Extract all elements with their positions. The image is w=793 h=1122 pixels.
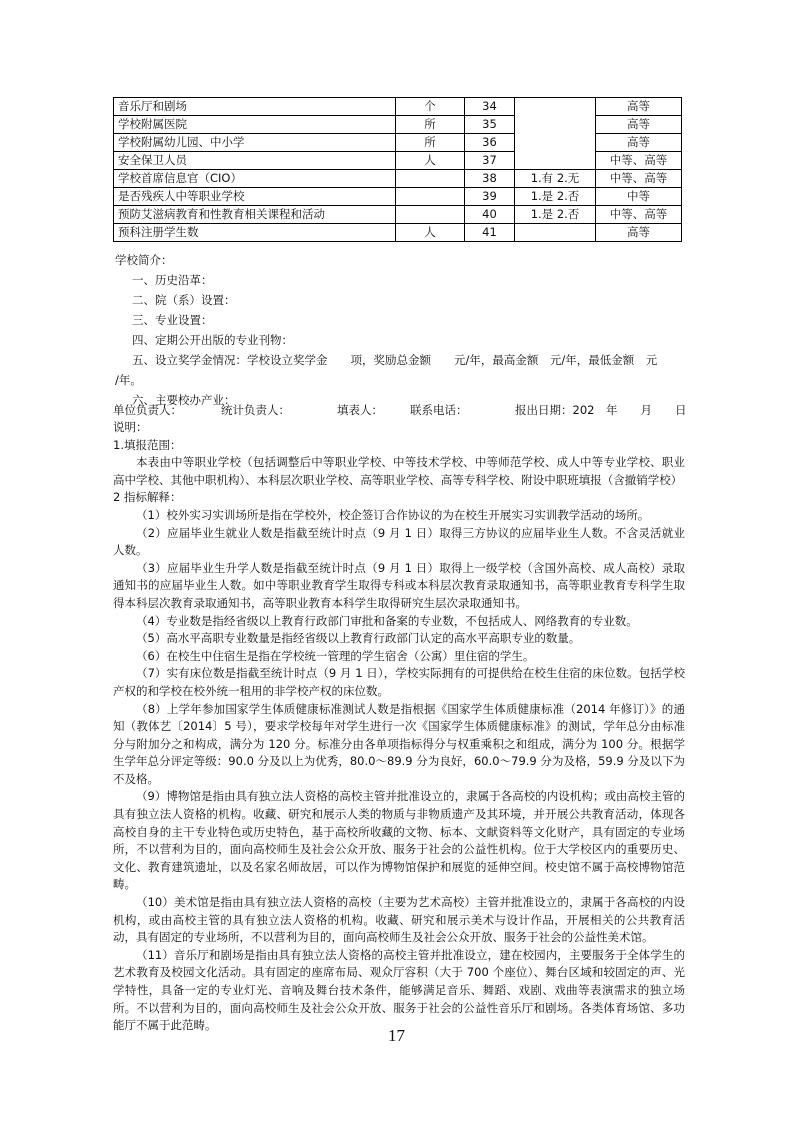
row-level: 中等、高等 <box>596 170 682 188</box>
row-unit <box>396 188 465 206</box>
note-paragraph: （4）专业数是指经省级以上教育行政部门审批和备案的专业数，不包括成人、网络教育的专业数。 <box>136 613 638 628</box>
table-row <box>114 152 682 170</box>
row-code: 40 <box>465 206 515 224</box>
row-level: 高等 <box>596 116 682 134</box>
note-paragraph: （5）高水平高职专业数量是指经省级以上教育行政部门认定的高水平高职专业的数量。 <box>136 631 581 646</box>
note-paragraph: （1）校外实习实训场所是指在学校外，校企签订合作协议的为在校生开展实习实训教学活动的场所。 <box>136 507 650 522</box>
school-intro <box>115 250 695 410</box>
row-level: 中等、高等 <box>596 152 682 170</box>
row-code: 37 <box>465 152 515 170</box>
row-option: 1.有 2.无 <box>515 170 596 188</box>
note-paragraph: （11）音乐厅和剧场是指由具有独立法人资格的高校主管并批准设立，建在校园内，主要服务于全体学生的艺术教育及校园文化活动。具有固定的座席布局、观众厅容积（大于 700 个座位）、舞台区域和较固定的声、光学特性，具备一定的专业灯光、音响及舞台技术条件，能够满足音乐、舞蹈、戏剧、戏曲等表演需求的独立场所。不以营利为目的，面向高校师生及社会公众开放、服务于社会的公益性音乐厅和剧场。各类体育场馆、多功能厅不属于此范畴。 <box>113 947 685 1033</box>
table-row <box>114 188 682 206</box>
row-unit <box>396 206 465 224</box>
row-unit: 所 <box>396 116 465 134</box>
explanation-notes <box>113 419 685 1035</box>
filler-label: 填表人： <box>337 403 383 417</box>
table-row <box>114 224 682 242</box>
row-option <box>515 224 596 242</box>
row-name: 音乐厅和剧场 <box>114 98 396 116</box>
intro-item: 六、主要校办产业： <box>132 393 236 407</box>
row-name: 学校首席信息官（CIO） <box>114 170 396 188</box>
note-paragraph: （7）实有床位数是指截至统计时点（9 月 1 日），学校实际拥有的可提供给在校生住宿的床位数。包括学校产权的和学校在校外统一租用的非学校产权的床位数。 <box>113 666 685 698</box>
row-unit: 个 <box>396 98 465 116</box>
stat-head-label: 统计负责人： <box>221 403 290 417</box>
note-paragraph: 本表由中等职业学校（包括调整后中等职业学校、中等技术学校、中等师范学校、成人中等专业学校、职业高中学校、其他中职机构）、本科层次职业学校、高等职业学校、高等专科学校、附设中职班填报（含撤销学校） <box>113 455 685 487</box>
row-unit: 人 <box>396 152 465 170</box>
row-code: 39 <box>465 188 515 206</box>
row-name: 是否残疾人中等职业学校 <box>114 188 396 206</box>
row-unit: 人 <box>396 224 465 242</box>
unit-head-label: 单位负责人： <box>113 403 182 417</box>
row-code: 41 <box>465 224 515 242</box>
note-paragraph: （9）博物馆是指由具有独立法人资格的高校主管并批准设立的，隶属于各高校的内设机构；或由高校主管的具有独立法人资格的机构。收藏、研究和展示人类的物质与非物质遗产及其环境，并开展公共教育活动，体现各高校自身的主干专业特色或历史特色，基于高校所收藏的文物、标本、文献资料等文化财产，具有固定的专业场所，不以营利为目的，面向高校师生及社会公众开放、服务于社会的公益性机构。位于大学校区内的重要历史、文化、教育建筑遗址，以及名家名师故居，可以作为博物馆保护和展览的延伸空间。校史馆不属于高校博物馆范畴。 <box>113 789 685 892</box>
row-code: 36 <box>465 134 515 152</box>
table-row <box>114 116 682 134</box>
intro-heading: 学校简介： <box>115 253 173 267</box>
row-name: 预防艾滋病教育和性教育相关课程和活动 <box>114 206 396 224</box>
intro-item: 四、定期公开出版的专业刊物： <box>132 333 293 347</box>
report-date-label: 报出日期：202 年 月 日 <box>515 403 687 417</box>
page-number: 17 <box>388 1026 405 1045</box>
phone-label: 联系电话： <box>410 403 468 417</box>
row-level: 中等、高等 <box>596 206 682 224</box>
section-heading: 2 指标解释： <box>113 490 182 505</box>
note-paragraph: （2）应届毕业生就业人数是指截至统计时点（9 月 1 日）取得三方协议的应届毕业生人数。不含灵活就业人数。 <box>113 525 685 558</box>
row-name: 学校附属医院 <box>114 116 396 134</box>
intro-item: 二、院（系）设置： <box>132 293 236 307</box>
statistics-table <box>113 97 682 242</box>
row-option: 1.是 2.否 <box>515 206 596 224</box>
row-code: 34 <box>465 98 515 116</box>
row-unit <box>396 170 465 188</box>
table-row <box>114 98 682 116</box>
table-row <box>114 206 682 224</box>
table-row <box>114 170 682 188</box>
row-name: 学校附属幼儿园、中小学 <box>114 134 396 152</box>
section-heading: 1.填报范围： <box>113 437 182 452</box>
table-row <box>114 134 682 152</box>
row-code: 35 <box>465 116 515 134</box>
row-level: 高等 <box>596 98 682 116</box>
row-level: 高等 <box>596 224 682 242</box>
note-paragraph: （6）在校生中住宿生是指在学校统一管理的学生宿舍（公寓）里住宿的学生。 <box>136 648 535 663</box>
row-option <box>515 98 596 170</box>
row-unit: 所 <box>396 134 465 152</box>
note-paragraph: （8）上学年参加国家学生体质健康标准测试人数是指根据《国家学生体质健康标准（2014 年修订）》的通知（教体艺〔2014〕5 号），要求学校每年对学生进行一次《国家学生体质健康标准》的测试，学年总分由标准分与附加分之和构成，满分为 120 分。标准分由各单项指标得分与权重乘积之和组成，满分为 100 分。根据学生学年总分评定等级：90.0 分及以上为优秀，80.0～89.9 分为良好，60.0～79.9 分为及格，59.9 分及以下为不及格。 <box>113 701 685 786</box>
row-name: 预科注册学生数 <box>114 224 396 242</box>
intro-item: 一、历史沿革： <box>132 273 213 287</box>
row-level: 高等 <box>596 134 682 152</box>
row-name: 安全保卫人员 <box>114 152 396 170</box>
intro-item-cont: /年。 <box>115 373 142 387</box>
note-paragraph: （10）美术馆是指由具有独立法人资格的高校（主要为艺术高校）主管并批准设立的，隶属于各高校的内设机构，或由高校主管的具有独立法人资格的机构。收藏、研究和展示美术与设计作品，开展相关的公共教育活动，具有固定的专业场所，不以营利为目的，面向高校师生及社会公众开放、服务于社会的公益性美术馆。 <box>113 895 685 945</box>
notes-title: 说明： <box>113 420 148 434</box>
intro-item: 三、专业设置： <box>132 313 213 327</box>
row-option: 1.是 2.否 <box>515 188 596 206</box>
note-paragraph: （3）应届毕业生升学人数是指截至统计时点（9 月 1 日）取得上一级学校（含国外高校、成人高校）录取通知书的应届毕业生人数。如中等职业教育学生取得专科或本科层次教育录取通知书，高等职业教育专科学生取得本科层次教育录取通知书，高等职业教育本科学生取得研究生层次录取通知书。 <box>113 560 685 610</box>
intro-item: 五、设立奖学金情况：学校设立奖学金 项，奖励总金额 元/年，最高金额 元/年，最低金额 元 <box>132 353 658 367</box>
row-code: 38 <box>465 170 515 188</box>
row-level: 中等 <box>596 188 682 206</box>
